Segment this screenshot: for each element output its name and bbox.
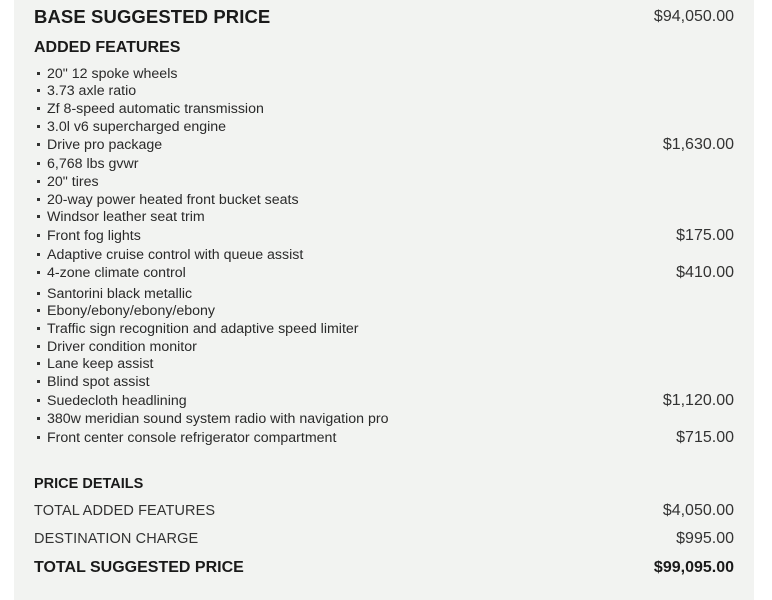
bullet-icon	[37, 436, 40, 439]
feature-item	[34, 286, 192, 302]
feature-item	[34, 430, 336, 446]
bullet-icon	[37, 162, 40, 165]
feature-name: 3.0l v6 supercharged engine	[47, 119, 227, 135]
base-price-label: BASE SUGGESTED PRICE	[34, 6, 271, 27]
feature-row	[34, 338, 734, 356]
destination-row	[34, 530, 734, 548]
feature-name: Blind spot assist	[47, 374, 150, 390]
bullet-icon	[37, 234, 40, 237]
feature-price: $410.00	[676, 264, 734, 281]
bullet-icon	[37, 309, 40, 312]
feature-name: 20" 12 spoke wheels	[47, 66, 178, 82]
bullet-icon	[37, 327, 40, 330]
feature-row	[34, 373, 734, 391]
feature-row	[34, 246, 734, 264]
bullet-icon	[37, 345, 40, 348]
feature-item	[34, 101, 264, 117]
added-features-heading-row	[34, 39, 734, 57]
feature-name: Ebony/ebony/ebony/ebony	[47, 303, 216, 319]
total-suggested-row	[34, 559, 734, 577]
bullet-icon	[37, 198, 40, 201]
feature-row	[34, 264, 734, 282]
price-details-heading-row	[34, 476, 734, 492]
feature-row	[34, 429, 734, 447]
bullet-icon	[37, 292, 40, 295]
feature-price: $1,630.00	[662, 136, 734, 153]
bullet-icon	[37, 107, 40, 110]
feature-row	[34, 285, 734, 303]
feature-row	[34, 173, 734, 191]
feature-item	[34, 192, 299, 208]
total-added-label: TOTAL ADDED FEATURES	[34, 503, 216, 519]
feature-item	[34, 265, 186, 281]
feature-price: $715.00	[676, 429, 734, 446]
feature-row	[34, 320, 734, 338]
total-added-value: $4,050.00	[662, 502, 734, 519]
feature-item	[34, 83, 136, 99]
bullet-icon	[37, 253, 40, 256]
destination-label: DESTINATION CHARGE	[34, 531, 199, 547]
base-price-value: $94,050.00	[653, 8, 734, 25]
feature-item	[34, 247, 303, 263]
feature-name: 20" tires	[47, 174, 99, 190]
bullet-icon	[37, 362, 40, 365]
feature-name: Santorini black metallic	[47, 286, 193, 302]
bullet-icon	[37, 215, 40, 218]
feature-item	[34, 119, 226, 135]
feature-item	[34, 174, 99, 190]
feature-name: 4-zone climate control	[47, 265, 186, 281]
feature-row	[34, 410, 734, 428]
feature-item	[34, 411, 388, 427]
price-summary-panel	[14, 0, 754, 600]
feature-name: 380w meridian sound system radio with navigation pro	[47, 411, 389, 427]
feature-name: Driver condition monitor	[47, 339, 197, 355]
destination-value: $995.00	[676, 530, 734, 547]
bullet-icon	[37, 271, 40, 274]
feature-name: Drive pro package	[47, 137, 163, 153]
feature-item	[34, 339, 197, 355]
feature-item	[34, 356, 153, 372]
feature-row	[34, 208, 734, 226]
feature-row	[34, 100, 734, 118]
feature-item	[34, 66, 177, 82]
feature-row	[34, 355, 734, 373]
feature-item	[34, 228, 141, 244]
feature-price: $175.00	[676, 227, 734, 244]
feature-row	[34, 302, 734, 320]
feature-row	[34, 392, 734, 410]
bullet-icon	[37, 125, 40, 128]
base-price-row	[34, 6, 734, 28]
feature-price: $1,120.00	[662, 392, 734, 409]
feature-row	[34, 155, 734, 173]
feature-item	[34, 374, 150, 390]
feature-name: Adaptive cruise control with queue assist	[47, 247, 304, 263]
total-added-row	[34, 502, 734, 520]
feature-name: Zf 8-speed automatic transmission	[47, 101, 264, 117]
feature-row	[34, 118, 734, 136]
feature-name: Windsor leather seat trim	[47, 209, 205, 225]
feature-row	[34, 65, 734, 83]
bullet-icon	[37, 399, 40, 402]
feature-row	[34, 227, 734, 245]
feature-row	[34, 191, 734, 209]
feature-item	[34, 156, 138, 172]
price-details-title: PRICE DETAILS	[34, 476, 144, 492]
bullet-icon	[37, 143, 40, 146]
feature-name: 3.73 axle ratio	[47, 83, 137, 99]
feature-name: Lane keep assist	[47, 356, 154, 372]
feature-name: 20-way power heated front bucket seats	[47, 192, 299, 208]
bullet-icon	[37, 72, 40, 75]
feature-row	[34, 136, 734, 154]
total-suggested-label: TOTAL SUGGESTED PRICE	[34, 559, 244, 576]
bullet-icon	[37, 380, 40, 383]
feature-name: Traffic sign recognition and adaptive speed limiter	[47, 321, 359, 337]
total-suggested-value: $99,095.00	[653, 559, 734, 576]
feature-item	[34, 209, 205, 225]
bullet-icon	[37, 89, 40, 92]
feature-name: Front fog lights	[47, 228, 141, 244]
feature-item	[34, 137, 162, 153]
feature-name: Front center console refrigerator compartment	[47, 430, 337, 446]
bullet-icon	[37, 417, 40, 420]
feature-item	[34, 321, 359, 337]
bullet-icon	[37, 180, 40, 183]
added-features-title: ADDED FEATURES	[34, 39, 181, 56]
feature-name: Suedecloth headlining	[47, 393, 187, 409]
feature-item	[34, 303, 215, 319]
feature-name: 6,768 lbs gvwr	[47, 156, 139, 172]
feature-row	[34, 82, 734, 100]
feature-item	[34, 393, 187, 409]
